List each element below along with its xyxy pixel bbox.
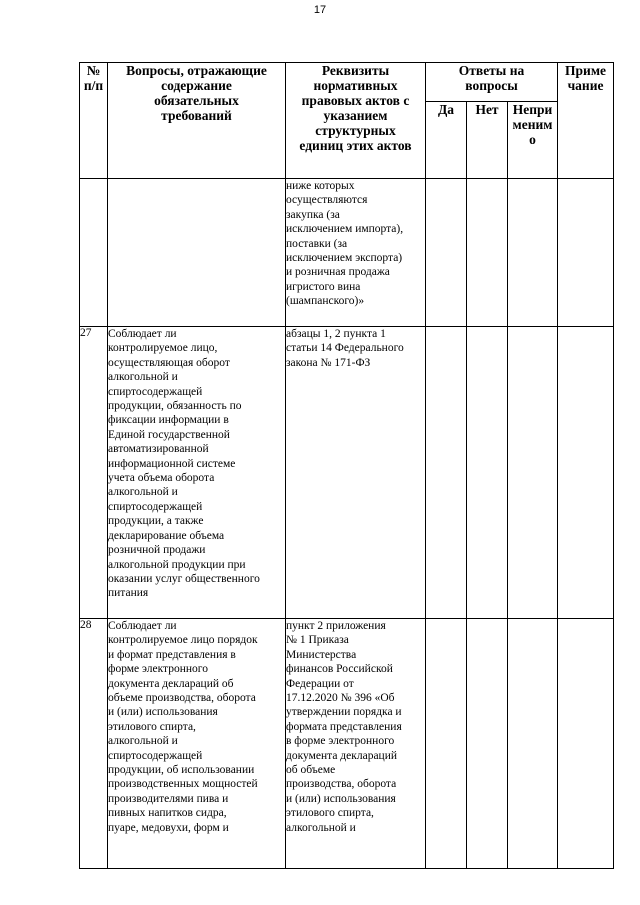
- page-number: 17: [313, 4, 327, 16]
- answer-yes-cell[interactable]: [426, 619, 467, 869]
- answer-not-applicable-cell[interactable]: [508, 327, 558, 619]
- note-cell[interactable]: [558, 619, 614, 869]
- header-row: [80, 63, 614, 102]
- header-note: Приме чание: [558, 63, 614, 179]
- answer-not-applicable-cell[interactable]: [508, 179, 558, 327]
- answer-no-cell[interactable]: [467, 619, 508, 869]
- note-cell[interactable]: [558, 179, 614, 327]
- question-cell: Соблюдает ли контролируемое лицо порядок и формат представления в форме электронного документа деклараций об объеме производства, оборота и (или) использования этилового спирта, алкогольной и спиртосодержащей продукции, об использовании производственных мощностей производителями пива и пивных напитков сидра, пуаре, медовухи, форм и: [108, 619, 286, 869]
- header-requisites: Реквизиты нормативных правовых актов с указанием структурных единиц этих актов: [286, 63, 426, 179]
- table-row: [80, 179, 614, 327]
- answer-no-cell[interactable]: [467, 327, 508, 619]
- header-answers: Ответы на вопросы: [426, 63, 558, 102]
- requisites-cell: ниже которых осуществляются закупка (за исключением импорта), поставки (за исключением экспорта) и розничная продажа игристого вина (шампанского)»: [286, 179, 426, 327]
- table-row: [80, 619, 614, 869]
- row-num-cell: 28: [80, 619, 108, 869]
- row-num-cell: 27: [80, 327, 108, 619]
- header-question: Вопросы, отражающие содержание обязательных требований: [108, 63, 286, 179]
- table-row: [80, 327, 614, 619]
- checklist-table: [79, 62, 614, 869]
- row-num-cell: [80, 179, 108, 327]
- question-cell: [108, 179, 286, 327]
- answer-yes-cell[interactable]: [426, 327, 467, 619]
- header-not-applicable: Непри меним о: [508, 102, 558, 179]
- question-cell: Соблюдает ли контролируемое лицо, осуществляющая оборот алкогольной и спиртосодержащей продукции, обязанность по фиксации информации в Единой государственной автоматизированной информационной системе учета объема оборота алкогольной и спиртосодержащей продукции, а также декларирование объема розничной продажи алкогольной продукции при оказании услуг общественного питания: [108, 327, 286, 619]
- header-yes: Да: [426, 102, 467, 179]
- answer-no-cell[interactable]: [467, 179, 508, 327]
- header-no: Нет: [467, 102, 508, 179]
- requisites-cell: пункт 2 приложения № 1 Приказа Министерства финансов Российской Федерации от 17.12.2020 № 396 «Об утверждении порядка и формата представления в форме электронного документа деклараций об объеме производства, оборота и (или) использования этилового спирта, алкогольной и: [286, 619, 426, 869]
- answer-yes-cell[interactable]: [426, 179, 467, 327]
- requisites-cell: абзацы 1, 2 пункта 1 статьи 14 Федерального закона № 171-ФЗ: [286, 327, 426, 619]
- note-cell[interactable]: [558, 327, 614, 619]
- header-num: № п/п: [80, 63, 108, 179]
- answer-not-applicable-cell[interactable]: [508, 619, 558, 869]
